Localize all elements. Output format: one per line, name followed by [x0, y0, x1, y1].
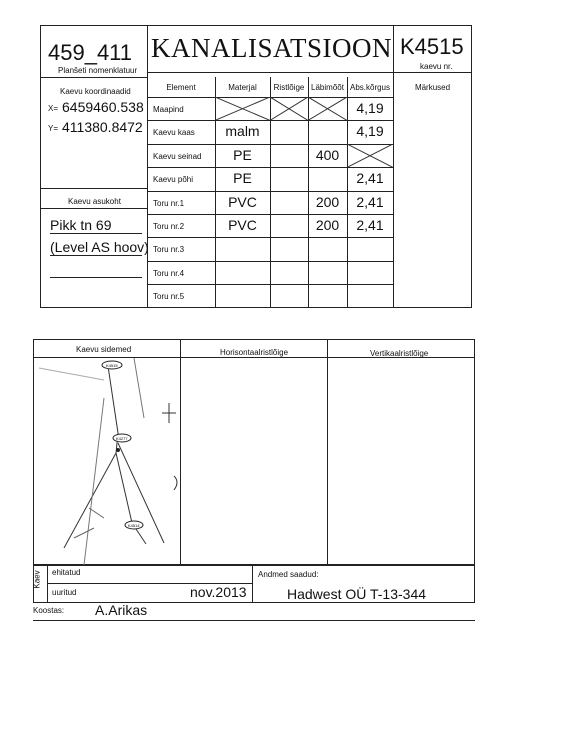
table-header-cell: Märkused	[414, 83, 451, 92]
y-coordinate: 411380.8472	[62, 119, 143, 135]
compiled-value: A.Arikas	[95, 602, 148, 618]
table-row-label: Toru nr.1	[153, 198, 185, 208]
lower-divider-1	[180, 339, 181, 565]
surveyed-label: uuritud	[52, 588, 77, 597]
table-row-line	[147, 191, 393, 192]
table-header-cell: Materjal	[228, 83, 257, 92]
data-from-value: Hadwest OÜ T-13-344	[287, 586, 427, 602]
location-line-2: (Level AS hoov)	[50, 239, 149, 255]
map-well-label: K4277	[116, 436, 128, 441]
connections-map	[34, 358, 180, 565]
pipe-line	[116, 453, 132, 523]
page-title: KANALISATSIOON	[151, 33, 392, 63]
built-label: ehitatud	[52, 568, 81, 577]
table-cell: PE	[233, 146, 252, 163]
table-row-line	[147, 167, 393, 168]
table-header-cell: Element	[166, 83, 196, 92]
table-row-label: Toru nr.5	[153, 292, 185, 302]
na-cross-mark	[270, 97, 308, 120]
footer-right-divider	[252, 565, 253, 603]
na-cross-mark	[215, 97, 270, 120]
header-bottom-right	[393, 72, 472, 73]
table-header-cell: Abs.kõrgus	[349, 83, 391, 92]
table-row-label: Toru nr.3	[153, 245, 185, 255]
header-divider-2	[393, 25, 394, 308]
location-underline-3	[50, 277, 142, 278]
location-underline-2	[50, 255, 142, 256]
location-label: Kaevu asukoht	[68, 197, 121, 206]
footer-side-divider	[47, 565, 48, 603]
table-cell: malm	[225, 123, 260, 140]
well-markers	[102, 361, 143, 529]
table-cell: 200	[315, 217, 340, 233]
table-cell: 2,41	[356, 193, 384, 210]
building-line	[39, 368, 104, 380]
location-label-line	[40, 208, 147, 209]
table-cell: PE	[233, 170, 252, 187]
road-edge	[84, 398, 104, 565]
table-cell: 2,41	[356, 217, 384, 233]
header-bottom-left	[40, 77, 147, 78]
sheet-label: Planšeti nomenklatuur	[58, 66, 138, 75]
y-prefix: Y=	[48, 124, 59, 133]
connections-label: Kaevu sidemed	[76, 345, 132, 354]
table-row-label: Kaevu seinad	[153, 151, 202, 161]
coordinates-label: Kaevu koordinaadid	[60, 87, 131, 96]
compiled-label: Koostas:	[33, 606, 65, 615]
left-column-divider	[147, 77, 148, 308]
location-underline-1	[50, 233, 142, 234]
map-well-label: K4514	[128, 523, 140, 528]
x-coordinate: 6459460.538	[62, 99, 144, 115]
table-cell: 400	[315, 146, 340, 163]
lower-divider-2	[327, 339, 328, 565]
table-row-label: Toru nr.4	[153, 268, 185, 278]
map-well-label: K4515	[106, 363, 118, 368]
well-number: K4515	[400, 34, 464, 59]
table-row-line	[147, 284, 393, 285]
table-row-label: Kaevu kaas	[153, 128, 195, 138]
table-cell: 4,19	[356, 100, 384, 116]
pipe-line	[64, 453, 116, 548]
table-header-cell: Ristlõige	[273, 83, 305, 92]
table-row-line	[147, 214, 393, 215]
table-cell: PVC	[228, 193, 257, 210]
table-row-line	[147, 237, 393, 238]
curb-arc	[174, 476, 177, 490]
table-row-label: Maapind	[153, 105, 184, 114]
data-from-label: Andmed saadud:	[258, 570, 319, 579]
table-cell: 200	[315, 193, 340, 210]
table-cell: 2,41	[356, 170, 384, 187]
location-line-1: Pikk tn 69	[50, 217, 112, 233]
sheet-number: 459_411	[48, 40, 133, 65]
table-row-line	[147, 261, 393, 262]
well-number-label: kaevu nr.	[420, 62, 453, 71]
header-divider-1	[147, 25, 148, 77]
x-prefix: X=	[48, 104, 59, 113]
table-header-cell: Läbimõõt	[311, 83, 344, 92]
table-cell: 4,19	[356, 123, 384, 140]
location-top-line	[40, 188, 147, 189]
table-row-label: Kaevu põhi	[153, 175, 194, 185]
dimension-line	[74, 528, 94, 538]
dimension-line	[89, 508, 104, 518]
na-cross-mark	[347, 144, 393, 167]
footer-side-label: Kaev	[32, 570, 42, 589]
vertical-section-label: Vertikaalristlõige	[370, 349, 429, 358]
na-cross-mark	[308, 97, 347, 120]
survey-date: nov.2013	[190, 584, 247, 600]
pipe-line	[108, 366, 118, 433]
compiled-line	[33, 620, 475, 621]
table-row-line	[147, 120, 393, 121]
header-bottom-mid	[147, 72, 393, 73]
table-cell: PVC	[228, 217, 257, 233]
table-row-label: Toru nr.2	[153, 222, 185, 231]
road-edge	[134, 358, 144, 418]
horizontal-section-label: Horisontaalristlõige	[220, 348, 289, 357]
